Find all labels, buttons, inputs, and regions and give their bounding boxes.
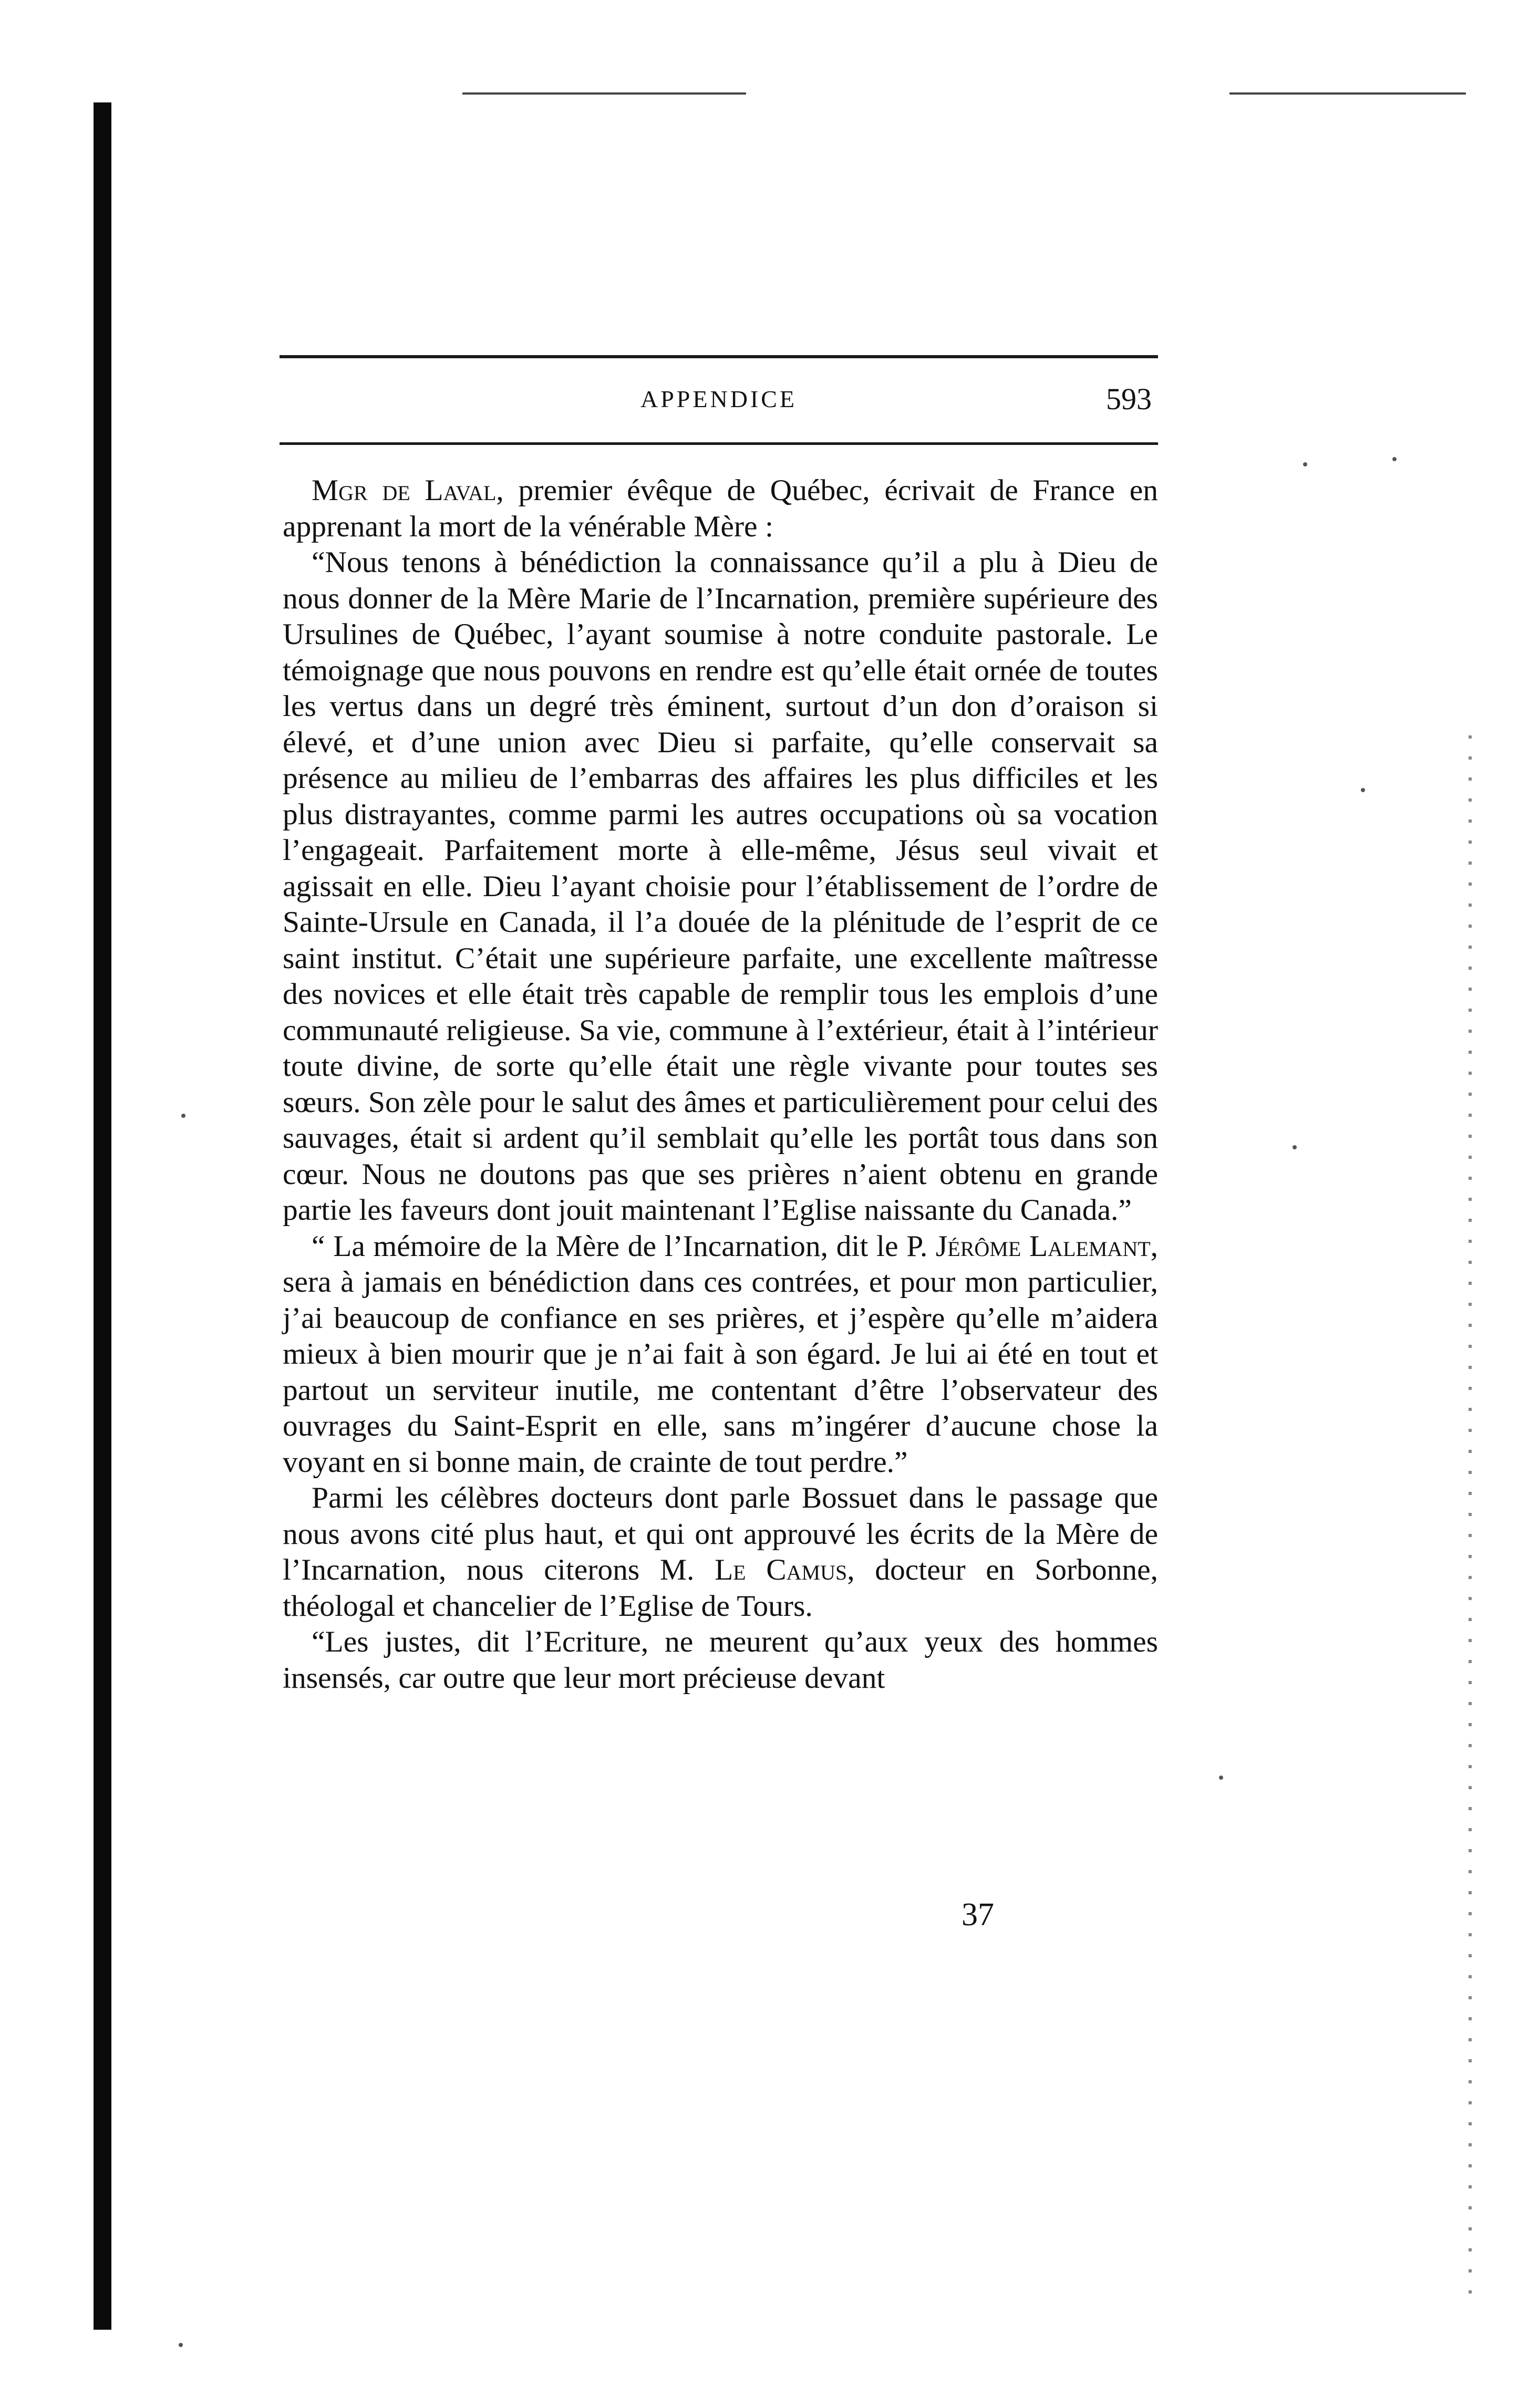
person-name: Le Camus [715,1553,847,1586]
scan-mark [1229,92,1466,95]
paragraph-le-camus [283,1480,1158,1624]
scan-speck [1293,1145,1297,1149]
scan-speck [1219,1776,1223,1780]
scan-speck [1303,462,1307,466]
person-name: Mgr de Laval [312,474,497,507]
person-name: Jérôme Lalemant [935,1229,1151,1263]
scan-speck [181,1114,185,1118]
header-rule-bottom [280,442,1158,445]
page-text [283,473,1158,1696]
signature-mark: 37 [962,1897,994,1933]
paragraph-laval-quote: “Nous tenons à bénédiction la connaissance qu’il a plu à Dieu de nous donner de la Mère Marie de l’Incarnation, première supérieure des Ursulines de Québec, l’ayant soumise à notre conduite pastorale. Le témoignage que nous pouvons en rendre est qu’elle était ornée de toutes les vertus dans un degré très éminent, surtout d’un don d’oraison si élevé, et d’une union avec Dieu si parfaite, qu’elle conservait sa présence au milieu de l’embarras des affaires les plus difficiles et les plus distrayantes, comme parmi les autres occupations où sa vocation l’engageait. Parfaitement morte à elle-même, Jésus seul vivait et agissait en elle. Dieu l’ayant choisie pour l’établissement de l’ordre de Sainte-Ursule en Canada, il l’a douée de la plénitude de l’esprit de ce saint institut. C’était une supérieure parfaite, une excellente maîtresse des novices et elle était très capable de remplir tous les emplois d’une communauté religieuse. Sa vie, commune à l’extérieur, était à l’intérieur toute divine, de sorte qu’elle était une règle vivante pour toutes ses sœurs. Son zèle pour le salut des âmes et particulièrement pour celui des sauvages, était si ardent qu’il semblait qu’elle les portât tous dans son cœur. Nous ne doutons pas que ses prières n’aient obtenu en grande partie les faveurs dont jouit maintenant l’Eglise naissante du Canada.” [283,546,1158,1227]
scan-speck [1392,457,1397,461]
running-head [280,378,1158,420]
page-edge-marks [1469,735,1472,2311]
scan-mark [462,92,746,95]
paragraph-text: , premier évêque de Québec, écrivait de France en apprenant la mort de la vénérable Mère : [283,474,1158,543]
page-number: 593 [1106,382,1152,416]
binding-shadow [94,102,111,2330]
paragraph-text: , docteur en Sorbonne, théologal et chancelier de l’Eglise de Tours. [283,1553,1158,1623]
running-title: APPENDICE [640,386,798,412]
paragraph-justes: “Les justes, dit l’Ecriture, ne meurent qu’aux yeux des hommes insensés, car outre que leur mort précieuse devant [283,1625,1158,1695]
paragraph-text: “ La mémoire de la Mère de l’Incarnation, dit le P. [312,1229,936,1263]
paragraph-text: , sera à jamais en bénédiction dans ces contrées, et pour mon particulier, j’ai beaucoup de confiance en ses prières, et j’espère qu’elle m’aidera mieux à bien mourir que je n’ai fait à son égard. Je lui ai été en tout et partout un serviteur inutile, me contentant d’être l’observateur des ouvrages du Saint-Esprit en elle, sans m’ingérer d’aucune chose la voyant en si bonne main, de crainte de tout perdre.” [283,1229,1159,1479]
paragraph-lalemant [283,1229,1158,1481]
header-rule-top [280,355,1158,358]
scan-speck [1361,788,1365,792]
scan-speck [179,2343,183,2347]
paragraph-laval [283,473,1158,545]
paragraph-text: Parmi les célèbres docteurs dont parle Bossuet dans le passage que nous avons cité plus haut, et qui ont approuvé les écrits de la Mère de l’Incarnation, nous citerons M. [283,1481,1158,1586]
